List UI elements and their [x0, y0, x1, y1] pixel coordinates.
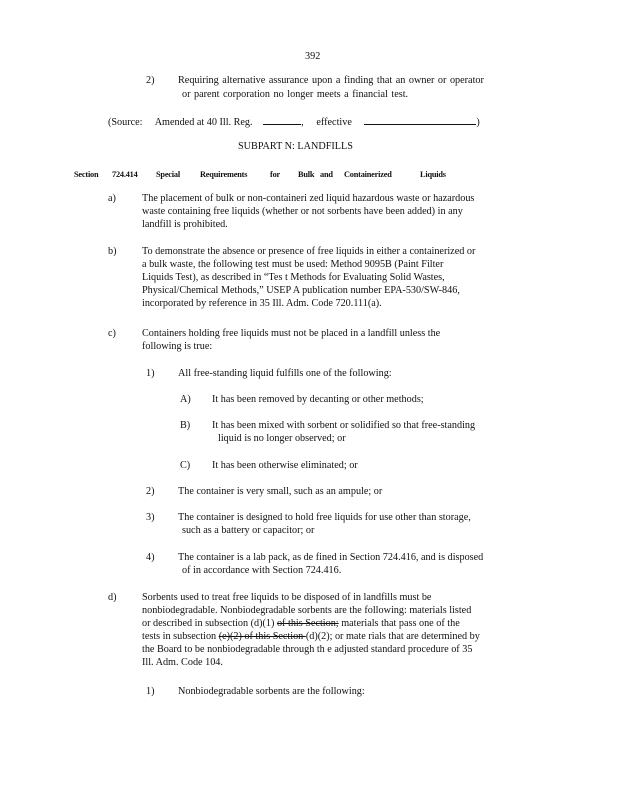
register-blank [263, 115, 301, 125]
section-title-word: and [320, 170, 333, 179]
paragraph-line: All free-standing liquid fulfills one of the following: [178, 368, 392, 379]
paragraph-line: following is true: [142, 341, 213, 352]
paragraph-line: of in accordance with Section 724.416. [182, 565, 342, 576]
page-number: 392 [305, 51, 321, 62]
sub-marker: 2) [146, 486, 155, 497]
paragraph-line: Requiring alternative assurance upon a finding that an owner or operator [178, 75, 484, 86]
sub-marker: C) [180, 460, 191, 471]
paragraph-line: landfill is prohibited. [142, 219, 228, 230]
paragraph-line: It has been otherwise eliminated; or [212, 460, 358, 471]
sub-marker: B) [180, 420, 191, 431]
text-run: (d)(2); or mate rials that are determined by [305, 631, 480, 642]
paragraph-line: Liquids Test), as described in “Tes t Methods for Evaluating Solid Wastes, [142, 272, 445, 283]
section-label: Section [74, 170, 99, 179]
section-number: 724.414 [112, 170, 138, 179]
paragraph-line [142, 617, 460, 630]
effective-label: effective [316, 117, 352, 128]
sub-marker: 4) [146, 552, 155, 563]
paragraph-line: The container is a lab pack, as de fined in Section 724.416, and is disposed [178, 552, 484, 563]
subpart-title: SUBPART N: LANDFILLS [238, 141, 353, 152]
struck-text: of this Section; [276, 618, 339, 629]
section-title-word: Special [156, 170, 180, 179]
paragraph-line: a bulk waste, the following test must be used: Method 9095B (Paint Filter [142, 259, 444, 270]
paragraph-line: such as a battery or capacitor; or [182, 525, 315, 536]
list-marker: 2) [146, 75, 155, 86]
paragraph-line: The container is very small, such as an ampule; or [178, 486, 383, 497]
sub-marker: A) [180, 394, 191, 405]
paragraph-line: the Board to be nonbiodegradable through th e adjusted standard procedure of 35 [142, 644, 473, 655]
paragraph-line: It has been mixed with sorbent or solidified so that free-standing [212, 420, 476, 431]
paragraph-line: The placement of bulk or non-containeri zed liquid hazardous waste or hazardous [142, 193, 475, 204]
struck-text: (e)(2) of this Section [218, 631, 306, 642]
paragraph-line: Sorbents used to treat free liquids to be disposed of in landfills must be [142, 592, 432, 603]
source-text: Amended at 40 Ill. Reg. [154, 117, 253, 128]
paragraph-line [142, 630, 480, 643]
item-marker-d: d) [108, 592, 117, 603]
paragraph-line: Nonbiodegradable sorbents are the following: [178, 686, 365, 697]
section-title-word: Bulk [298, 170, 315, 179]
paragraph-line: liquid is no longer observed; or [218, 433, 346, 444]
item-marker-a: a) [108, 193, 116, 204]
paragraph-line: Physical/Chemical Methods,” USEP A publication number EPA-530/SW-846, [142, 285, 460, 296]
item-marker-c: c) [108, 328, 116, 339]
sub-marker: 3) [146, 512, 155, 523]
paragraph-line: It has been removed by decanting or other methods; [212, 394, 424, 405]
sub-marker: 1) [146, 686, 155, 697]
effective-date-blank [364, 115, 476, 125]
text-run: tests in subsection [142, 631, 219, 642]
section-title-word: for [270, 170, 280, 179]
paragraph-line: nonbiodegradable. Nonbiodegradable sorbents are the following: materials listed [142, 605, 472, 616]
paragraph-line: waste containing free liquids (whether or not sorbents have been added) in any [142, 206, 463, 217]
source-note [108, 115, 480, 129]
section-title-word: Requirements [200, 170, 248, 179]
text-run: materials that pass one of the [338, 618, 460, 629]
text-run: or described in subsection (d)(1) [142, 618, 275, 629]
section-title-word: Liquids [420, 170, 446, 179]
paragraph-line: Ill. Adm. Code 104. [142, 657, 223, 668]
paragraph-line: To demonstrate the absence or presence of free liquids in either a containerized or [142, 246, 476, 257]
paragraph-line: incorporated by reference in 35 Ill. Adm. Code 720.111(a). [142, 298, 382, 309]
section-title-word: Containerized [344, 170, 392, 179]
paragraph-line: or parent corporation no longer meets a financial test. [182, 89, 409, 100]
sub-marker: 1) [146, 368, 155, 379]
source-close: ) [476, 117, 480, 128]
paragraph-line: Containers holding free liquids must not be placed in a landfill unless the [142, 328, 441, 339]
source-comma: , [301, 117, 304, 128]
paragraph-line: The container is designed to hold free liquids for use other than storage, [178, 512, 471, 523]
item-marker-b: b) [108, 246, 117, 257]
source-prefix: (Source: [108, 117, 143, 128]
